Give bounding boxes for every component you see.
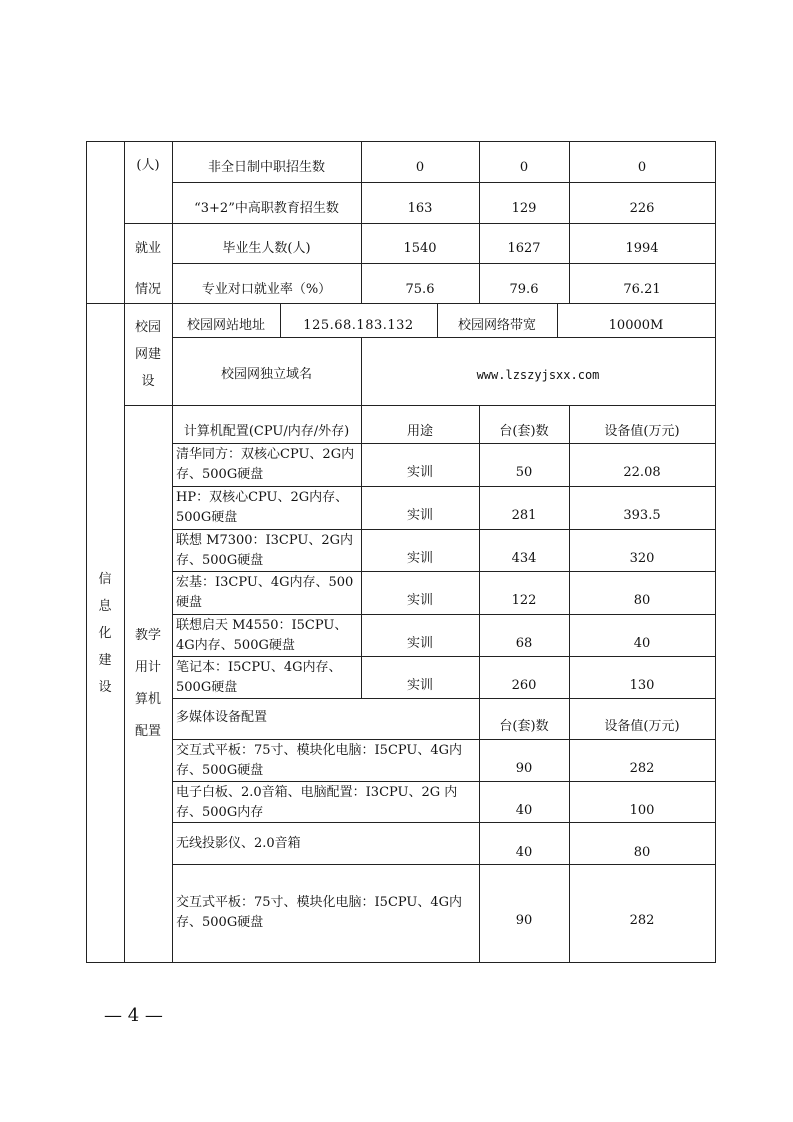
table-cell: 75.6 — [405, 282, 435, 297]
row-divider — [172, 698, 716, 699]
row-label: 毕业生人数(人) — [222, 241, 311, 256]
config-cell: 电子白板、2.0音箱、电脑配置：I3CPU、2G 内存、500G内存 — [176, 785, 458, 820]
count-cell: 40 — [515, 845, 533, 860]
table-cell: 1540 — [403, 241, 437, 256]
use-cell: 实训 — [406, 551, 433, 566]
count-cell: 90 — [515, 913, 533, 928]
bandwidth-value: 10000M — [608, 318, 664, 333]
row-divider — [172, 182, 716, 183]
site-label: 校园网站地址 — [186, 318, 265, 333]
count-cell: 122 — [511, 593, 537, 608]
section-label-info: 信 息 化 建 设 — [98, 572, 112, 695]
table-cell: 0 — [519, 160, 529, 175]
row-divider — [172, 656, 716, 657]
config-cell: 交互式平板：75寸、模块化电脑：I5CPU、4G内存、500G硬盘 — [176, 743, 463, 778]
table-cell: 1994 — [625, 241, 659, 256]
section-divider — [86, 303, 716, 304]
row-divider — [172, 614, 716, 615]
row-divider — [172, 263, 716, 264]
use-cell: 实训 — [406, 508, 433, 523]
config-cell: 联想启天 M4550：I5CPU、4G内存、500G硬盘 — [176, 618, 348, 653]
table-cell: 0 — [637, 160, 647, 175]
row-divider — [124, 223, 716, 224]
table-border-bottom — [86, 962, 716, 963]
table-cell: 163 — [407, 201, 433, 216]
category-label-campus-net: 校园 网建 设 — [134, 320, 161, 389]
count-cell: 434 — [511, 551, 537, 566]
value-cell: 282 — [629, 913, 655, 928]
col-divider — [172, 141, 173, 963]
row-divider — [172, 739, 716, 740]
column-header: 计算机配置(CPU/内存/外存) — [183, 424, 350, 439]
column-header: 设备值(万元) — [604, 719, 680, 734]
value-cell: 100 — [629, 803, 655, 818]
table-cell: 129 — [511, 201, 537, 216]
value-cell: 282 — [629, 761, 655, 776]
table-border-top — [86, 141, 716, 142]
column-header: 用途 — [406, 424, 433, 439]
table-cell: 1627 — [507, 241, 541, 256]
count-cell: 40 — [515, 803, 533, 818]
config-cell: 无线投影仪、2.0音箱 — [176, 836, 301, 851]
bandwidth-label: 校园网络带宽 — [457, 318, 536, 333]
count-cell: 281 — [511, 508, 537, 523]
row-label: 非全日制中职招生数 — [207, 160, 325, 175]
row-divider — [172, 781, 716, 782]
column-header: 台(套)数 — [499, 424, 549, 439]
count-cell: 68 — [515, 636, 533, 651]
row-label: “3+2”中高职教育招生数 — [194, 201, 339, 216]
column-header: 多媒体设备配置 — [176, 710, 268, 725]
value-cell: 320 — [629, 551, 655, 566]
use-cell: 实训 — [406, 636, 433, 651]
count-cell: 260 — [511, 678, 537, 693]
category-label: 情况 — [134, 282, 161, 297]
domain-value: www.lzszyjsxx.com — [476, 368, 600, 382]
count-cell: 90 — [515, 761, 533, 776]
row-divider — [172, 571, 716, 572]
row-divider — [172, 443, 716, 444]
value-cell: 393.5 — [623, 508, 661, 523]
config-cell: 宏基：I3CPU、4G内存、500硬盘 — [176, 575, 354, 610]
row-divider — [124, 405, 716, 406]
table-border-left — [86, 141, 87, 963]
table-cell: 226 — [629, 201, 655, 216]
config-cell: 笔记本：I5CPU、4G内存、500G硬盘 — [176, 660, 342, 695]
unit-label: (人) — [136, 158, 160, 173]
row-label: 专业对口就业率（%） — [201, 282, 332, 297]
table-cell: 79.6 — [509, 282, 539, 297]
table-border-right — [715, 141, 716, 963]
column-header: 设备值(万元) — [604, 424, 680, 439]
config-cell: 交互式平板：75寸、模块化电脑：I5CPU、4G内存、500G硬盘 — [176, 895, 463, 930]
value-cell: 130 — [629, 678, 655, 693]
value-cell: 22.08 — [623, 465, 661, 480]
config-cell: 清华同方：双核心CPU、2G内存、500G硬盘 — [176, 447, 355, 482]
value-cell: 40 — [633, 636, 651, 651]
col-divider — [124, 141, 125, 963]
row-divider — [172, 337, 716, 338]
site-value: 125.68.183.132 — [303, 318, 414, 333]
row-divider — [172, 486, 716, 487]
table-cell: 76.21 — [623, 282, 661, 297]
row-divider — [172, 529, 716, 530]
count-cell: 50 — [515, 465, 533, 480]
table-cell: 0 — [415, 160, 425, 175]
category-label: 就业 — [134, 241, 161, 256]
config-cell: 联想 M7300：I3CPU、2G内存、500G硬盘 — [176, 533, 354, 568]
domain-label: 校园网独立域名 — [220, 367, 312, 382]
row-divider — [172, 864, 716, 865]
use-cell: 实训 — [406, 678, 433, 693]
use-cell: 实训 — [406, 465, 433, 480]
value-cell: 80 — [633, 593, 651, 608]
use-cell: 实训 — [406, 593, 433, 608]
page-number: — 4 — — [104, 1005, 163, 1026]
column-header: 台(套)数 — [499, 719, 549, 734]
value-cell: 80 — [633, 845, 651, 860]
category-label-computers: 教学 用计 算机 配置 — [134, 628, 161, 739]
config-cell: HP：双核心CPU、2G内存、500G硬盘 — [176, 490, 349, 525]
